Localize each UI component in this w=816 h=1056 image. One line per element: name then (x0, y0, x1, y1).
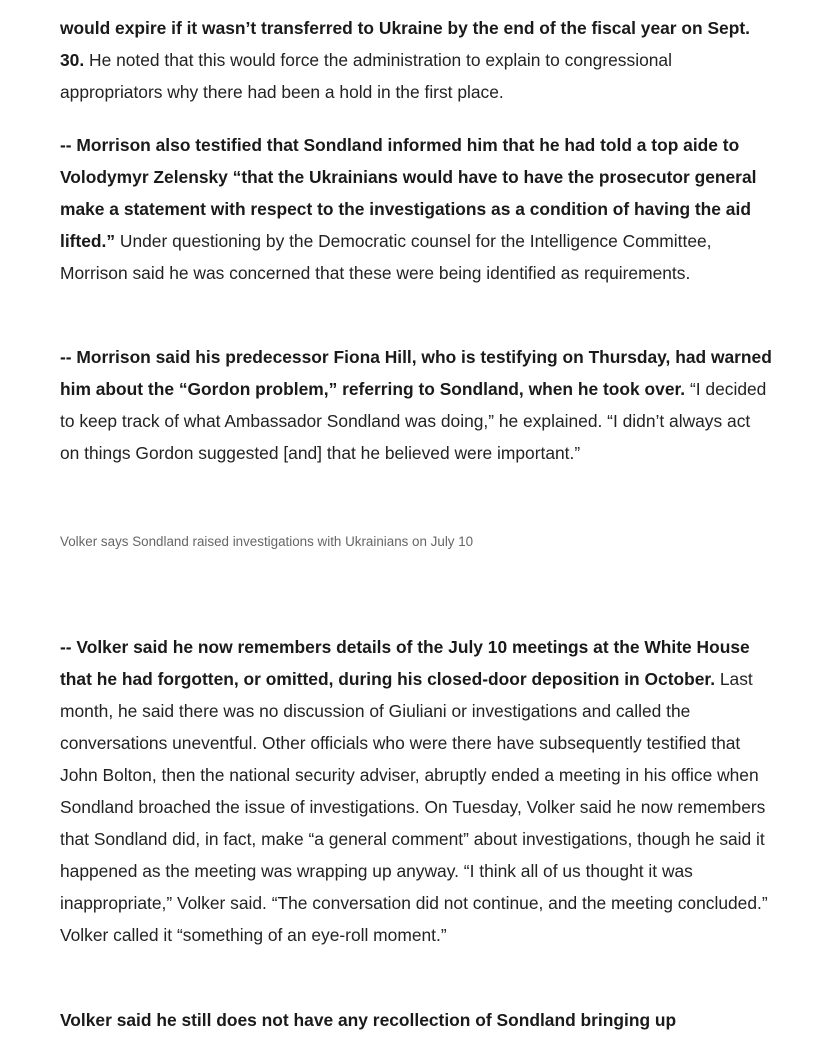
paragraph-volker-recollection (60, 1004, 772, 1036)
paragraph-lead-bold: -- Morrison said his predecessor Fiona Hill, who is testifying on Thursday, had warned him about the “Gordon problem,” referring to Sondland, when he took over. (60, 347, 772, 399)
paragraph-body-text: Last month, he said there was no discussion of Giuliani or investigations and called the conversations uneventful. Other officials who were there have subsequently testified that John Bolton, then the national security adviser, abruptly ended a meeting in his office when Sondland broached the issue of investigations. On Tuesday, Volker said he now remembers that Sondland did, in fact, make “a general comment” about investigations, though he said it happened as the meeting was wrapping up anyway. “I think all of us thought it was inappropriate,” Volker said. “The conversation did not continue, and the meeting concluded.” Volker called it “something of an eye-roll moment.” (60, 669, 768, 945)
paragraph-aid-expiration (60, 12, 772, 108)
paragraph-body-text: “I decided to keep track of what Ambassador Sondland was doing,” he explained. “I didn’t always act on things Gordon suggested [and] that he believed were important.” (60, 379, 767, 463)
paragraph-body-text: Under questioning by the Democratic counsel for the Intelligence Committee, Morrison said he was concerned that these were being identified as requirements. (60, 231, 712, 283)
paragraph-body-text: He noted that this would force the administration to explain to congressional appropriators why there had been a hold in the first place. (60, 50, 672, 102)
paragraph-lead-bold: Volker said he still does not have any recollection of Sondland bringing up (60, 1010, 677, 1030)
paragraph-morrison-sondland (60, 129, 772, 289)
paragraph-morrison-hill (60, 341, 772, 469)
paragraph-lead-bold: -- Volker said he now remembers details of the July 10 meetings at the White House that he had forgotten, or omitted, during his closed-door deposition in October. (60, 637, 750, 689)
paragraph-volker-july-10 (60, 631, 772, 951)
paragraph-lead-bold: -- Morrison also testified that Sondland informed him that he had told a top aide to Volodymyr Zelensky “that the Ukrainians would have to have the prosecutor general make a statement with respect to the investigations as a condition of having the aid lifted.” (60, 135, 757, 251)
paragraph-lead-bold: would expire if it wasn’t transferred to Ukraine by the end of the fiscal year on Sept. 30. (60, 18, 750, 70)
video-caption: Volker says Sondland raised investigations with Ukrainians on July 10 (60, 534, 474, 549)
